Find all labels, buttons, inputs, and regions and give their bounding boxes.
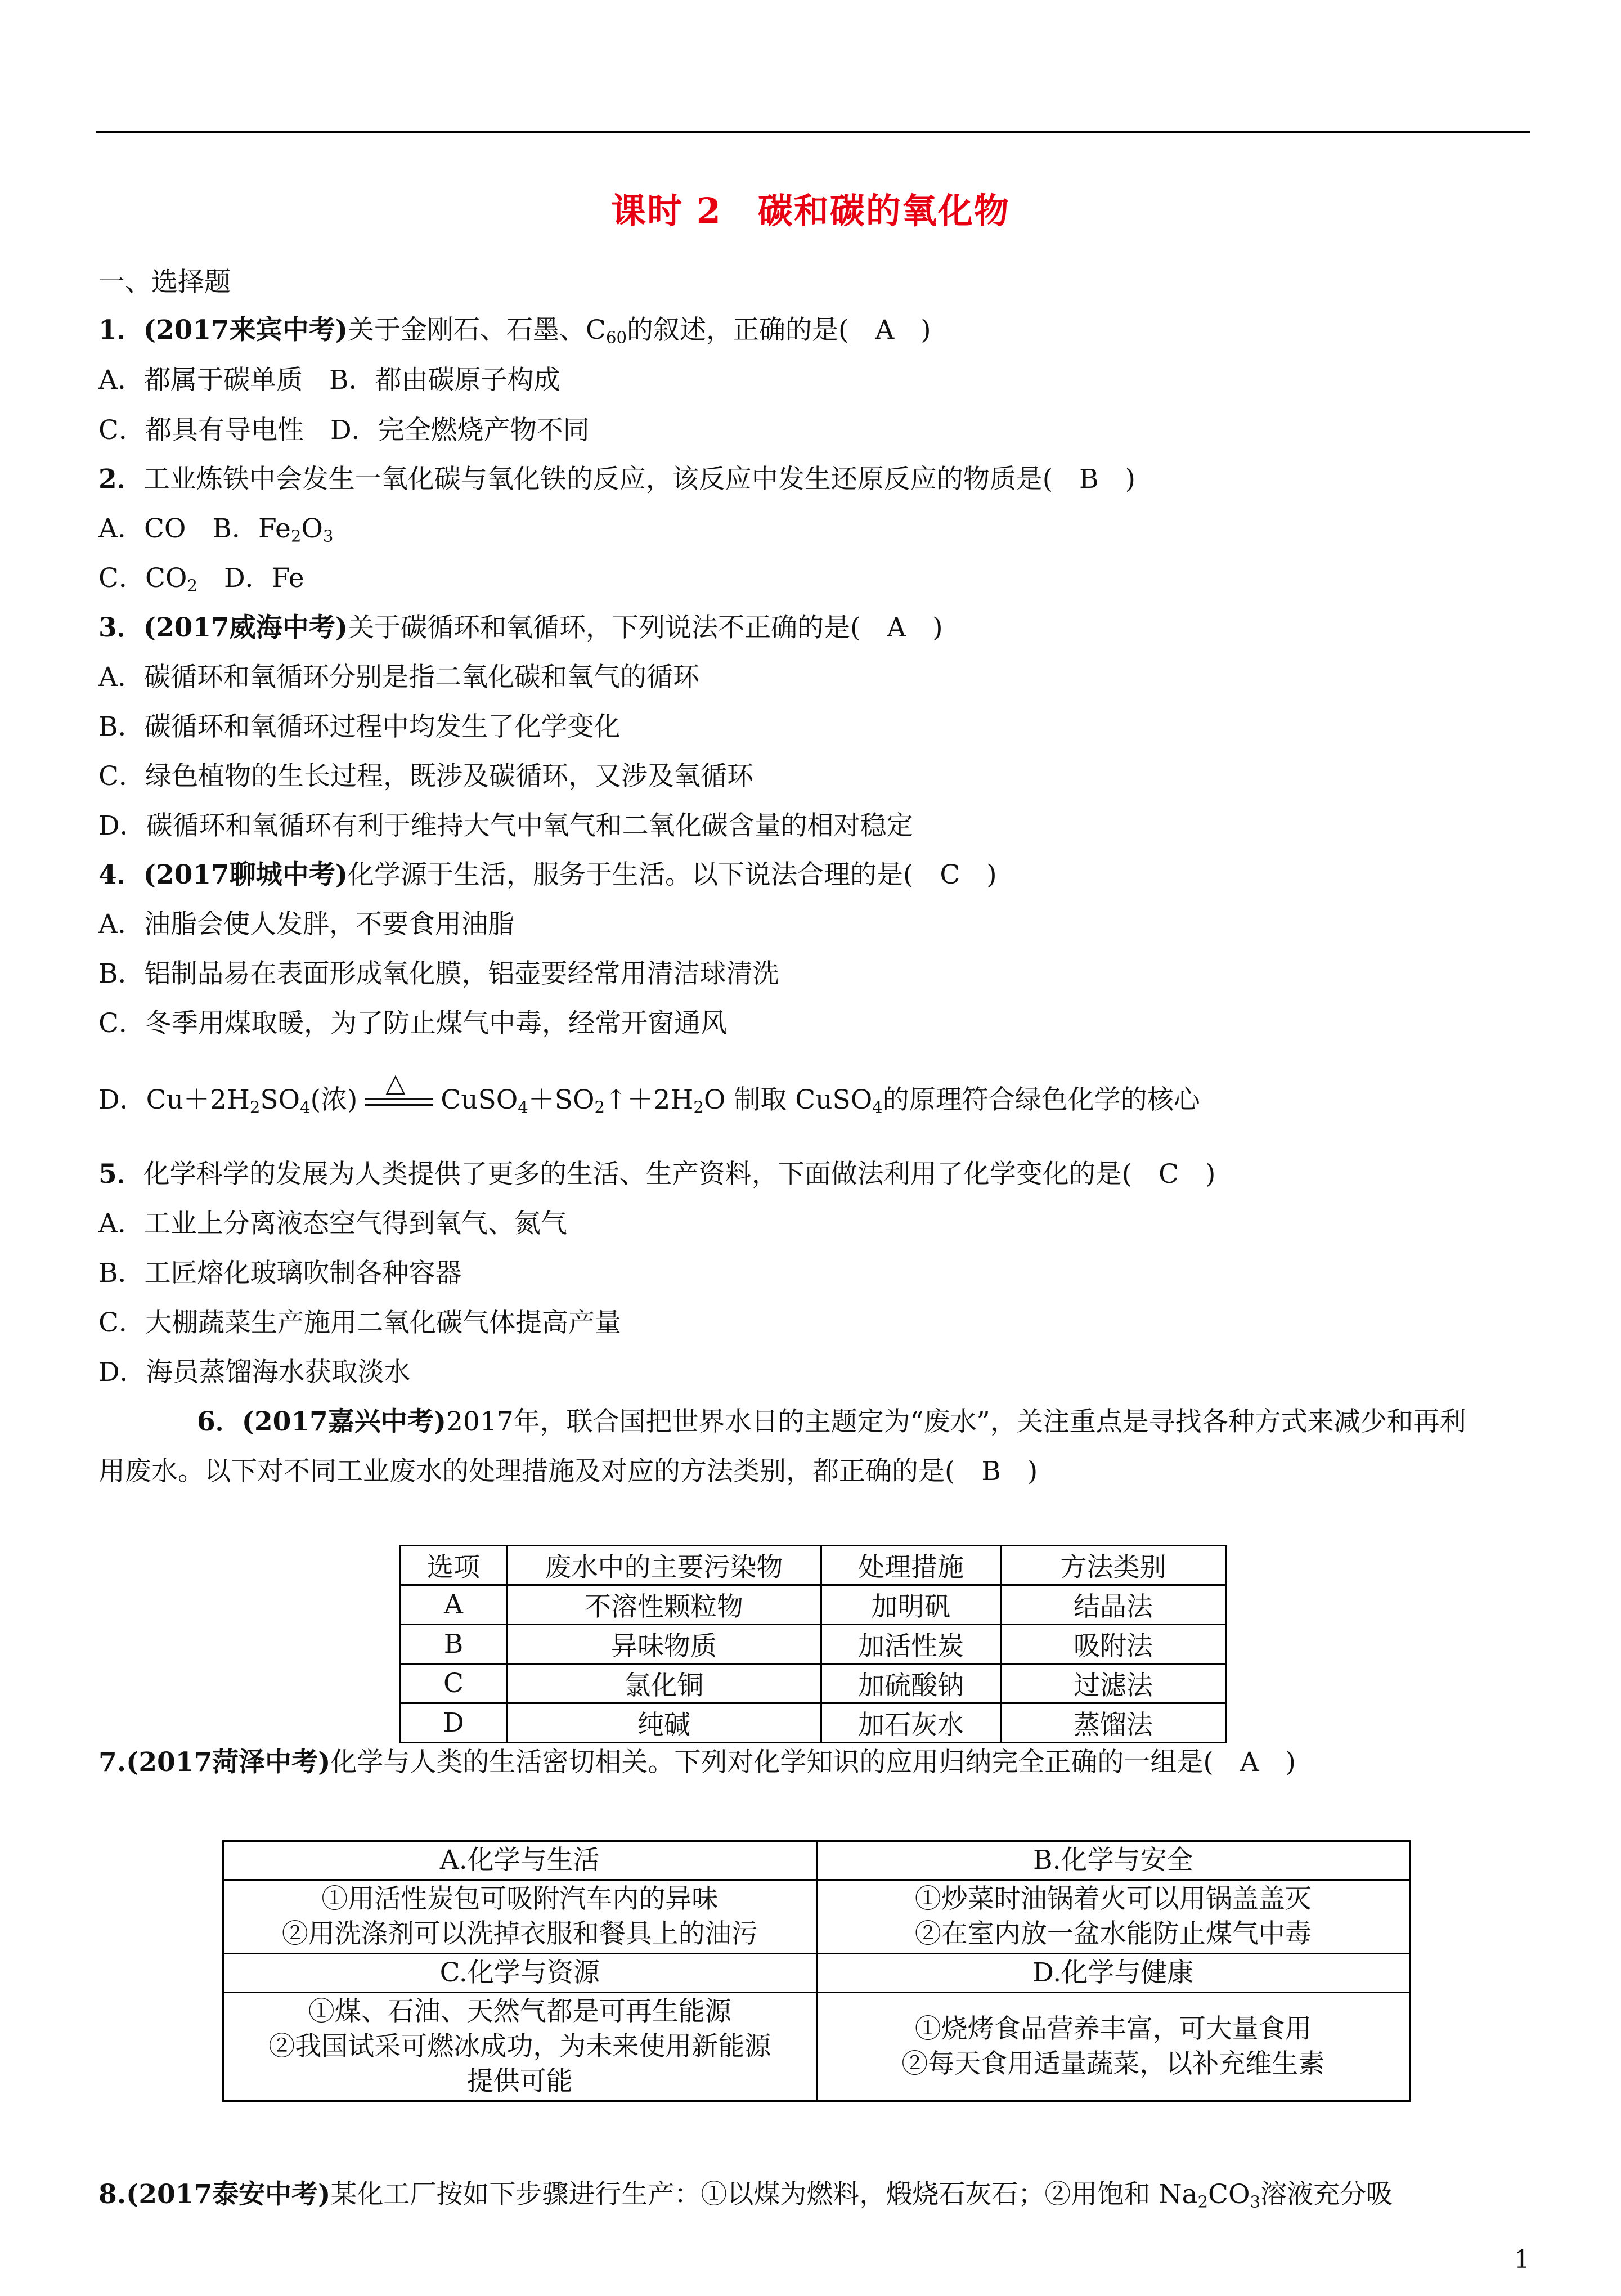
table-cell: 蒸馏法 [1001,1703,1226,1743]
option-line: B．工匠熔化玻璃吹制各种容器 [98,1258,462,1289]
question-number: 6． [197,1406,242,1437]
subscript: 2 [187,576,197,595]
equation-text: SO [260,1084,300,1115]
table-row [223,1880,1410,1954]
subscript: 3 [1250,2192,1261,2212]
question-number: 8. [98,2179,127,2210]
question-number: 7. [98,1747,127,1778]
question-number: 4． [98,859,143,890]
question-stem: 关于金刚石、石墨、C [348,315,606,346]
question-stem: 化学科学的发展为人类提供了更多的生活、生产资料，下面做法利用了化学变化的是( C ) [143,1159,1216,1190]
question-4 [98,858,997,892]
table-cell: 氯化铜 [507,1664,821,1703]
subscript: 4 [872,1097,883,1117]
question-source: (2017菏泽中考) [126,1747,331,1778]
question-source: (2017聊城中考) [143,859,348,890]
equation-text: D．Cu＋2H [98,1084,250,1115]
subscript: 2 [249,1097,261,1117]
option-line: C．冬季用煤取暖，为了防止煤气中毒，经常开窗通风 [98,1008,727,1039]
question-number: 3． [98,612,143,643]
question-stem-continued: 用废水。以下对不同工业废水的处理措施及对应的方法类别，都正确的是( B ) [98,1456,1038,1487]
table-cell: 过滤法 [1001,1664,1226,1703]
subscript: 4 [300,1097,311,1117]
table-header-cell: A.化学与生活 [223,1841,817,1880]
question-stem: 工业炼铁中会发生一氧化碳与氧化铁的反应，该反应中发生还原反应的物质是( B ) [143,464,1135,495]
table-cell: D [401,1703,507,1743]
option-line: D．海员蒸馏海水获取淡水 [98,1357,411,1388]
option-line: A．碳循环和氧循环分别是指二氧化碳和氧气的循环 [98,662,699,693]
table-header-cell: 处理措施 [821,1546,1001,1585]
question-source: (2017嘉兴中考) [241,1406,446,1437]
table-cell: 异味物质 [507,1625,821,1664]
table-cell: C [401,1664,507,1703]
equation-text: CuSO [441,1084,518,1115]
table-header-cell: D.化学与健康 [816,1954,1410,1993]
table-cell: 加硫酸钠 [821,1664,1001,1703]
subscript: 2 [693,1097,704,1117]
list-item: 提供可能 [466,2066,573,2097]
page-title: 课时 2 碳和碳的氧化物 [611,190,1010,231]
option-line-equation [98,1068,1200,1124]
option-line [98,512,333,553]
list-item: ①煤、石油、天然气都是可再生能源 [308,1996,731,2027]
option-line: A．工业上分离液态空气得到氧气、氮气 [98,1208,567,1239]
table-row [223,1841,1410,1880]
page-number: 1 [1514,2245,1530,2274]
option-text: O [301,513,323,544]
header-rule [96,131,1530,133]
list-item: ②用洗涤剂可以洗掉衣服和餐具上的油污 [281,1918,758,1949]
reaction-equals-sign [365,1068,433,1113]
table-cell: 加活性炭 [821,1625,1001,1664]
list-item: ①炒菜时油锅着火可以用锅盖盖灭 [914,1884,1312,1914]
option-line [98,562,304,602]
option-line: D．碳循环和氧循环有利于维持大气中氧气和二氧化碳含量的相对稳定 [98,810,913,841]
table-header-cell: C.化学与资源 [223,1954,817,1993]
equation-text: ↑＋2H [605,1084,694,1115]
table-header-cell: 方法类别 [1001,1546,1226,1585]
option-line: B．铝制品易在表面形成氧化膜，铝壶要经常用清洁球清洗 [98,958,779,989]
question-6 [197,1405,1466,1439]
option-line: C．都具有导电性 D．完全燃烧产物不同 [98,415,590,446]
wastewater-table [399,1545,1227,1743]
subscript: 60 [605,328,627,347]
subscript: 2 [1197,2192,1208,2212]
table-cell [816,1880,1410,1954]
list-item: ①烧烤食品营养丰富，可大量食用 [914,2014,1312,2044]
option-line: C．绿色植物的生长过程，既涉及碳循环，又涉及氧循环 [98,761,753,792]
subscript: 3 [322,526,334,546]
knowledge-summary-table [222,1840,1411,2102]
equation-text: ＋SO [528,1084,595,1115]
question-stem: 的叙述，正确的是( A ) [627,315,931,346]
question-source: (2017泰安中考) [126,2179,331,2210]
table-header-cell: B.化学与安全 [816,1841,1410,1880]
option-line: B．碳循环和氧循环过程中均发生了化学变化 [98,711,621,742]
equation-text: 的原理符合绿色化学的核心 [882,1084,1200,1115]
question-stem: 关于碳循环和氧循环，下列说法不正确的是( A ) [348,612,943,643]
table-row [401,1664,1226,1703]
subscript: 2 [290,526,302,546]
question-3 [98,611,943,645]
option-line: C．大棚蔬菜生产施用二氧化碳气体提高产量 [98,1307,621,1338]
table-cell: 加明矾 [821,1585,1001,1625]
table-row [223,1993,1410,2101]
table-cell: 纯碱 [507,1703,821,1743]
list-item: ②我国试采可燃冰成功，为未来使用新能源 [268,2031,771,2062]
table-row [401,1585,1226,1625]
table-cell [223,1993,817,2101]
table-row [401,1703,1226,1743]
question-number: 5． [98,1159,143,1190]
question-number: 2． [98,464,143,495]
question-stem: 溶液充分吸 [1260,2179,1393,2210]
table-cell: 不溶性颗粒物 [507,1585,821,1625]
table-cell [223,1880,817,1954]
question-stem: 某化工厂按如下步骤进行生产：①以煤为燃料，煅烧石灰石；②用饱和 Na [330,2179,1198,2210]
question-8 [98,2178,1393,2218]
question-stem: CO [1208,2179,1250,2210]
question-1 [98,313,931,354]
table-cell: B [401,1625,507,1664]
question-source: (2017威海中考) [143,612,348,643]
table-cell [816,1993,1410,2101]
question-5 [98,1158,1215,1191]
question-7 [98,1746,1296,1779]
option-line: A．油脂会使人发胖，不要食用油脂 [98,909,514,940]
question-stem: 2017年，联合国把世界水日的主题定为“废水”，关注重点是寻找各种方式来减少和再利 [446,1406,1466,1437]
question-number: 1． [98,315,143,346]
option-text: C．CO [98,563,187,594]
table-header-cell: 选项 [401,1546,507,1585]
question-2 [98,463,1135,496]
option-line: A．都属于碳单质 B．都由碳原子构成 [98,365,560,396]
list-item: ②在室内放一盆水能防止煤气中毒 [914,1918,1312,1949]
table-cell: 结晶法 [1001,1585,1226,1625]
subscript: 2 [594,1097,605,1117]
list-item: ②每天食用适量蔬菜，以补充维生素 [901,2048,1325,2079]
table-cell: 加石灰水 [821,1703,1001,1743]
table-cell: A [401,1585,507,1625]
table-cell: 吸附法 [1001,1625,1226,1664]
table-header-cell: 废水中的主要污染物 [507,1546,821,1585]
question-source: (2017来宾中考) [143,315,348,346]
equation-text: O 制取 CuSO [703,1084,873,1115]
table-row [401,1625,1226,1664]
option-text: A．CO B．Fe [98,513,291,544]
section-heading: 一、选择题 [98,267,231,298]
option-text: D．Fe [197,563,304,594]
equation-text: (浓) [310,1084,358,1115]
question-stem: 化学源于生活，服务于生活。以下说法合理的是( C ) [348,859,997,890]
list-item: ①用活性炭包可吸附汽车内的异味 [321,1884,719,1914]
table-header-row [401,1546,1226,1585]
subscript: 4 [518,1097,528,1117]
question-stem: 化学与人类的生活密切相关。下列对化学知识的应用归纳完全正确的一组是( A ) [330,1747,1296,1778]
heat-triangle-icon: △ [385,1068,406,1098]
table-row [223,1954,1410,1993]
